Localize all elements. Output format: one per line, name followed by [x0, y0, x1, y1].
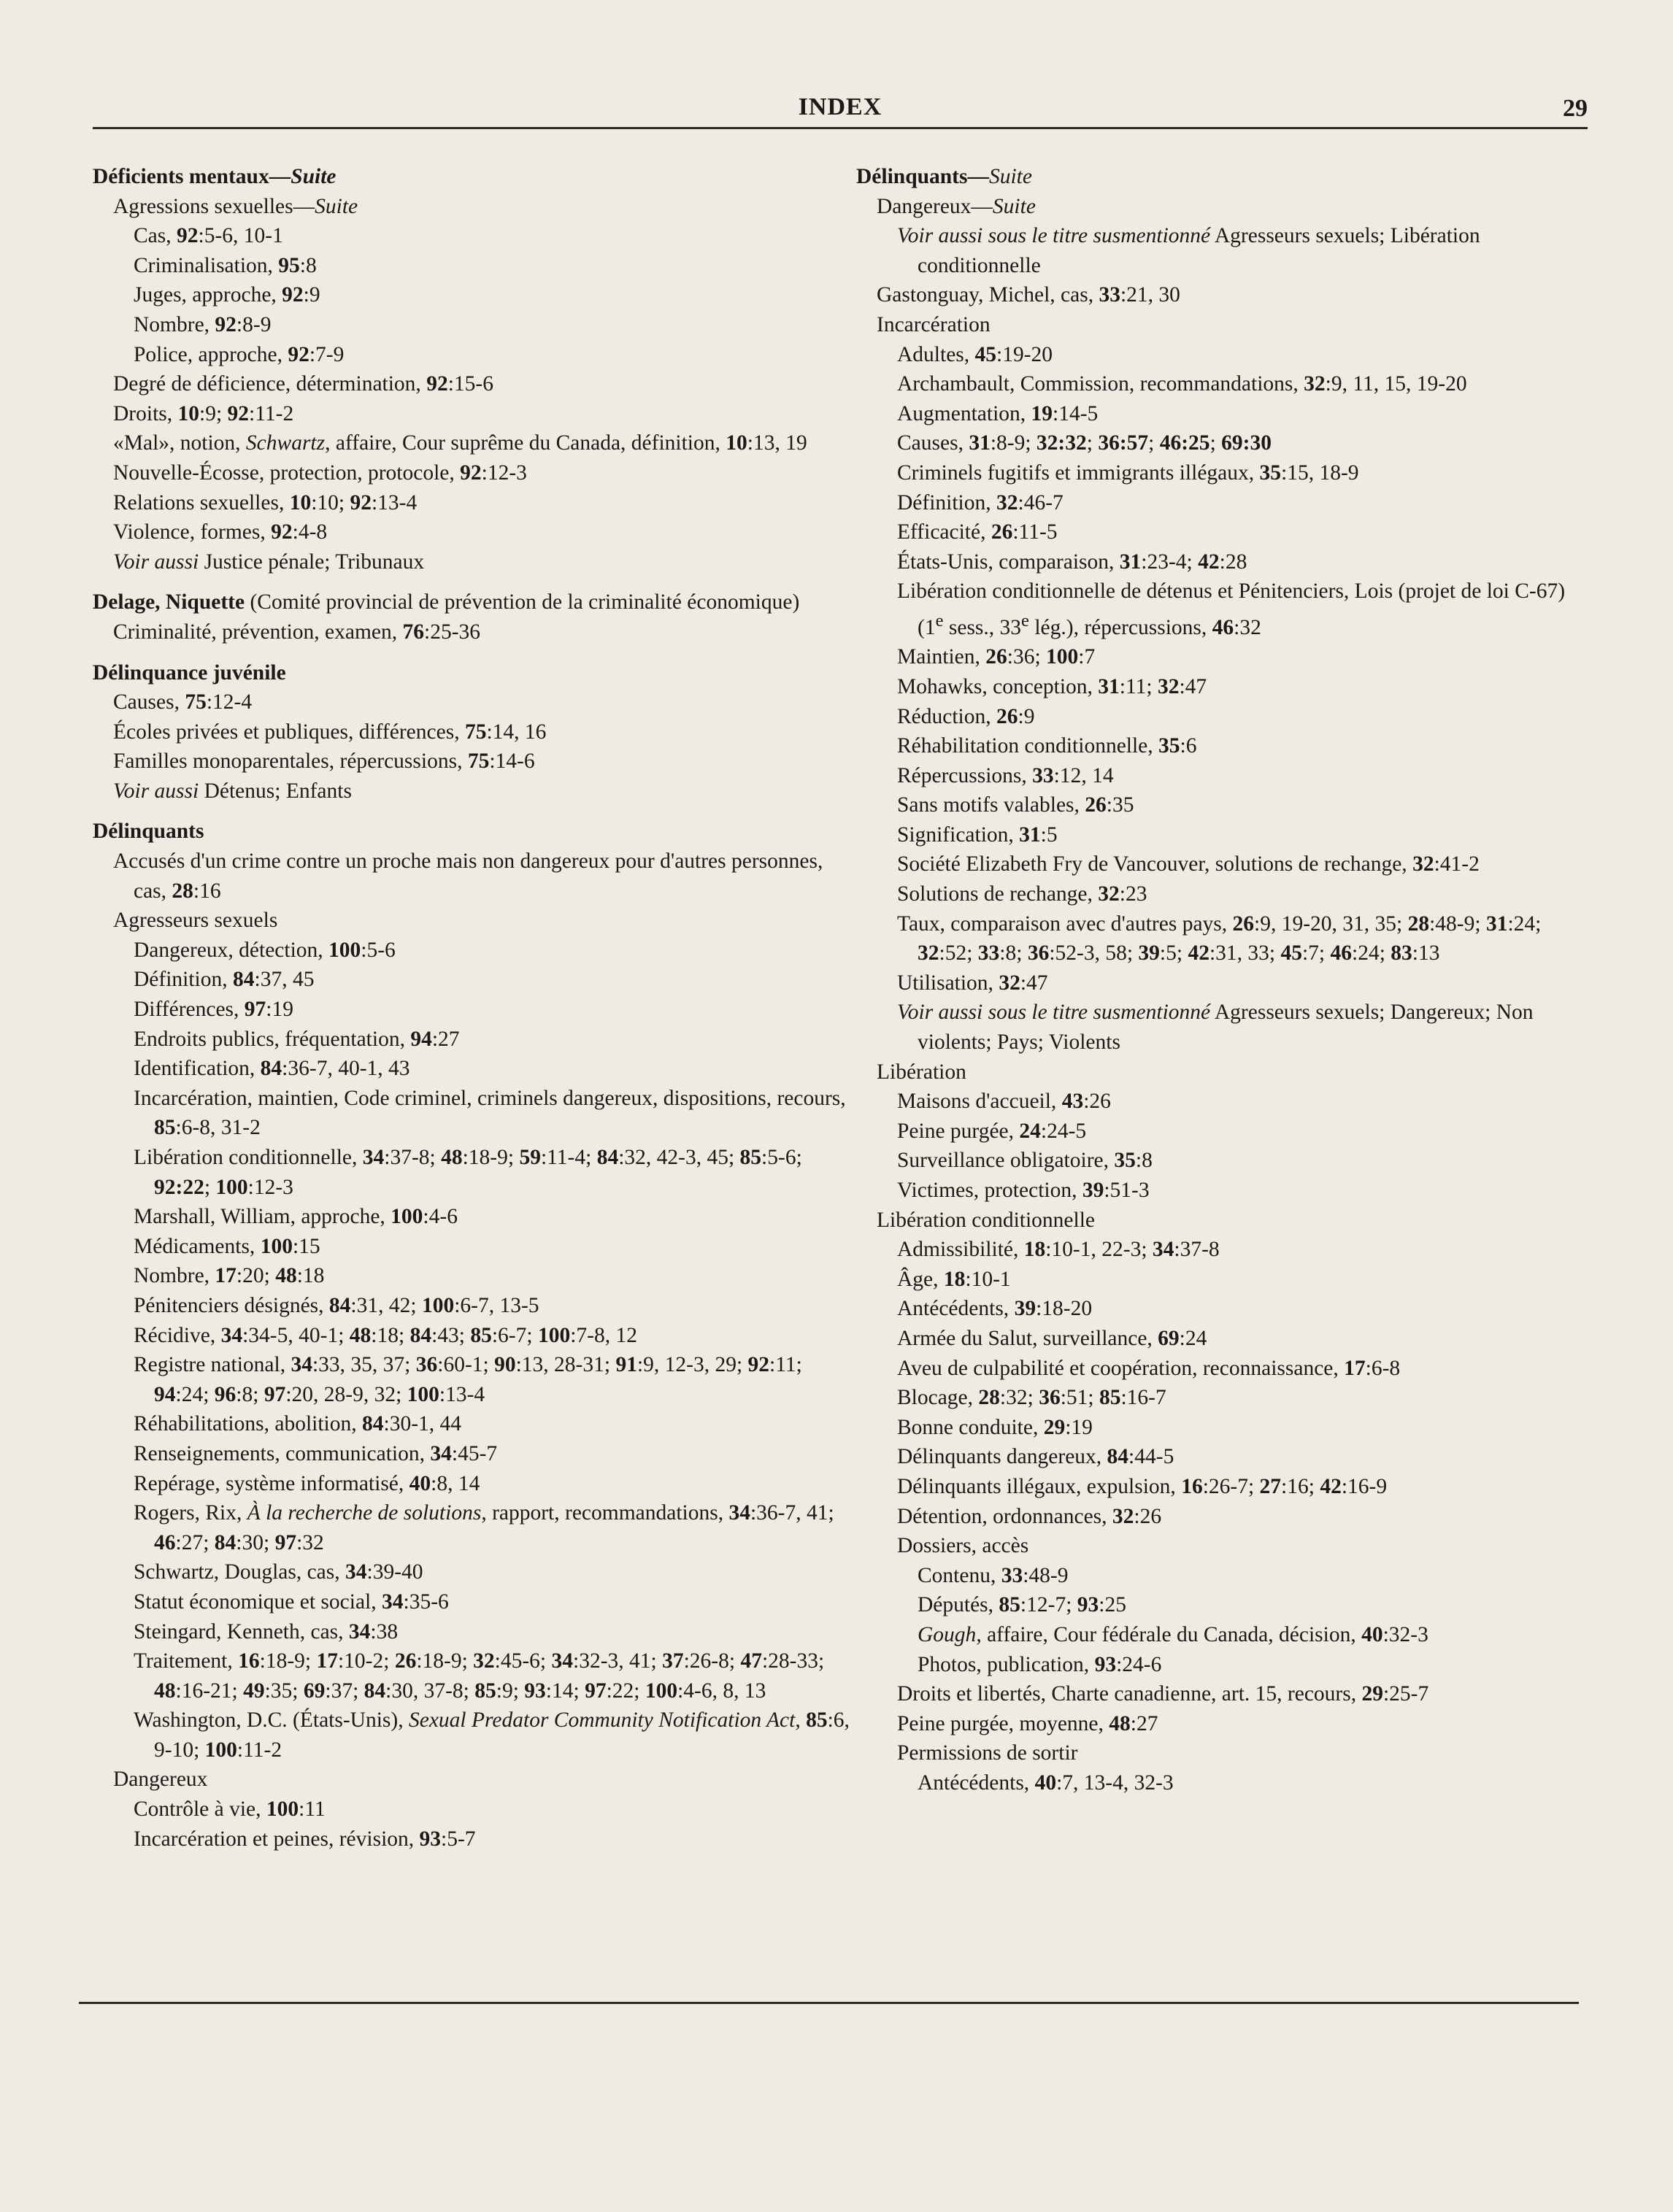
index-entry: Dangereux—Suite [877, 194, 1036, 218]
index-entry: Surveillance obligatoire, 35:8 [897, 1149, 1153, 1173]
index-entry: Voir aussi sous le titre susmentionné Agresseurs sexuels; Libération conditionnelle [897, 224, 1480, 277]
index-entry: Schwartz, Douglas, cas, 34:39-40 [134, 1560, 423, 1584]
index-heading: Délinquance juvénile [93, 660, 286, 685]
index-entry: Réhabilitation conditionnelle, 35:6 [897, 734, 1197, 758]
index-entry: Incarcération, maintien, Code criminel, criminels dangereux, dispositions, recours, 85:6-8, 31-2 [134, 1086, 846, 1140]
index-entry: Définition, 84:37, 45 [134, 968, 315, 992]
index-entry: Droits, 10:9; 92:11-2 [113, 401, 294, 425]
index-entry: Nombre, 92:8-9 [134, 312, 272, 336]
index-heading: Déficients mentaux—Suite [93, 165, 336, 188]
index-entry: Dangereux, détection, 100:5-6 [134, 938, 396, 962]
index-entry: Familles monoparentales, répercussions, 75:14-6 [113, 749, 535, 774]
index-entry: Utilisation, 32:47 [897, 971, 1048, 995]
index-entry: Société Elizabeth Fry de Vancouver, solutions de rechange, 32:41-2 [897, 852, 1480, 876]
index-entry: Bonne conduite, 29:19 [897, 1415, 1093, 1439]
index-heading: Delage, Niquette (Comité provincial de prévention de la criminalité économique) [93, 590, 800, 614]
index-entry: Degré de déficience, détermination, 92:15-6 [113, 372, 493, 396]
index-entry: Juges, approche, 92:9 [134, 283, 320, 307]
index-entry: Mohawks, conception, 31:11; 32:47 [897, 674, 1207, 698]
index-entry: Efficacité, 26:11-5 [897, 520, 1058, 544]
page-title: INDEX [798, 93, 882, 120]
index-entry: Registre national, 34:33, 35, 37; 36:60-1; 90:13, 28-31; 91:9, 12-3, 29; 92:11; 94:24; 96:8; 97:20, 28-9, 32; 100:13-4 [134, 1353, 802, 1406]
index-entry: Causes, 31:8-9; 32:32; 36:57; 46:25; 69:30 [897, 431, 1272, 455]
index-entry: Steingard, Kenneth, cas, 34:38 [134, 1619, 399, 1643]
index-entry: Permissions de sortir [897, 1741, 1078, 1765]
index-entry: Répercussions, 33:12, 14 [897, 763, 1114, 787]
index-entry: Renseignements, communication, 34:45-7 [134, 1441, 498, 1465]
index-entry: Maisons d'accueil, 43:26 [897, 1090, 1111, 1114]
index-entry: Voir aussi Justice pénale; Tribunaux [113, 550, 425, 574]
index-entry: Détention, ordonnances, 32:26 [897, 1504, 1162, 1528]
index-entry: Antécédents, 39:18-20 [897, 1297, 1093, 1321]
footer-rule [79, 2002, 1579, 2004]
index-entry: Libération [877, 1060, 966, 1084]
index-entry: Victimes, protection, 39:51-3 [897, 1179, 1150, 1203]
index-entry: Dossiers, accès [897, 1534, 1029, 1558]
index-entry: Gough, affaire, Cour fédérale du Canada, décision, 40:32-3 [918, 1622, 1428, 1646]
index-entry: Criminels fugitifs et immigrants illégaux, 35:15, 18-9 [897, 460, 1359, 485]
index-entry: Libération conditionnelle, 34:37-8; 48:18-9; 59:11-4; 84:32, 42-3, 45; 85:5-6; 92:22; 100:12-3 [134, 1146, 802, 1199]
index-entry: Causes, 75:12-4 [113, 690, 253, 714]
index-entry: Police, approche, 92:7-9 [134, 342, 345, 366]
index-entry: Droits et libertés, Charte canadienne, art. 15, recours, 29:25-7 [897, 1682, 1429, 1706]
index-entry: Députés, 85:12-7; 93:25 [918, 1593, 1126, 1617]
index-entry: Récidive, 34:34-5, 40-1; 48:18; 84:43; 85:6-7; 100:7-8, 12 [134, 1323, 637, 1347]
index-entry: Archambault, Commission, recommandations, 32:9, 11, 15, 19-20 [897, 372, 1467, 396]
index-entry: Criminalité, prévention, examen, 76:25-36 [113, 620, 481, 644]
header-rule [93, 127, 1588, 129]
index-entry: Aveu de culpabilité et coopération, reconnaissance, 17:6-8 [897, 1356, 1401, 1380]
index-entry: Blocage, 28:32; 36:51; 85:16-7 [897, 1386, 1166, 1410]
index-entry: Armée du Salut, surveillance, 69:24 [897, 1326, 1207, 1350]
index-entry: Gastonguay, Michel, cas, 33:21, 30 [877, 283, 1180, 307]
index-entry: Repérage, système informatisé, 40:8, 14 [134, 1471, 480, 1495]
index-entry: Relations sexuelles, 10:10; 92:13-4 [113, 490, 418, 515]
index-entry: Voir aussi sous le titre susmentionné Agresseurs sexuels; Dangereux; Non violents; Pays; Violents [897, 1001, 1534, 1055]
index-entry: Définition, 32:46-7 [897, 490, 1064, 515]
index-entry: Nombre, 17:20; 48:18 [134, 1264, 325, 1288]
index-entry: Augmentation, 19:14-5 [897, 401, 1099, 425]
index-entry: Âge, 18:10-1 [897, 1267, 1011, 1291]
index-entry: Peine purgée, 24:24-5 [897, 1119, 1087, 1143]
index-entry: Pénitenciers désignés, 84:31, 42; 100:6-7, 13-5 [134, 1293, 539, 1317]
index-heading: Délinquants—Suite [856, 165, 1032, 188]
index-entry: Cas, 92:5-6, 10-1 [134, 224, 283, 248]
index-entry: Libération conditionnelle de détenus et Pénitenciers, Lois (projet de loi C-67) (1e sess., 33e lég.), répercussions, 46:32 [897, 579, 1566, 639]
index-entry: Incarcération et peines, révision, 93:5-7 [134, 1827, 476, 1851]
index-entry: Photos, publication, 93:24-6 [918, 1652, 1162, 1676]
index-entry: Voir aussi Détenus; Enfants [113, 779, 352, 803]
index-entry: Agressions sexuelles—Suite [113, 194, 358, 218]
index-entry: Taux, comparaison avec d'autres pays, 26:9, 19-20, 31, 35; 28:48-9; 31:24; 32:52; 33:8; 36:52-3, 58; 39:5; 42:31, 33; 45:7; 46:24; 83:13 [897, 912, 1542, 966]
index-entry: Sans motifs valables, 26:35 [897, 793, 1134, 817]
index-entry: Rogers, Rix, À la recherche de solutions, rapport, recommandations, 34:36-7, 41; 46:27; 84:30; 97:32 [134, 1501, 834, 1554]
index-entry: Antécédents, 40:7, 13-4, 32-3 [918, 1770, 1174, 1795]
index-entry: Incarcération [877, 312, 991, 336]
index-column-left [93, 162, 852, 1854]
index-entry: Endroits publics, fréquentation, 94:27 [134, 1027, 460, 1051]
index-entry: Signification, 31:5 [897, 822, 1058, 847]
page-number: 29 [1563, 95, 1588, 122]
index-entry: Contrôle à vie, 100:11 [134, 1797, 326, 1822]
index-entry: Accusés d'un crime contre un proche mais non dangereux pour d'autres personnes, cas, 28:16 [113, 849, 823, 903]
index-entry: Médicaments, 100:15 [134, 1234, 320, 1258]
index-entry: Violence, formes, 92:4-8 [113, 520, 328, 544]
index-entry: Contenu, 33:48-9 [918, 1563, 1069, 1587]
index-entry: Réhabilitations, abolition, 84:30-1, 44 [134, 1412, 462, 1436]
index-entry: Différences, 97:19 [134, 998, 293, 1022]
index-entry: Marshall, William, approche, 100:4-6 [134, 1205, 458, 1229]
index-entry: Agresseurs sexuels [113, 909, 278, 933]
index-entry: Écoles privées et publiques, différences, 75:14, 16 [113, 720, 547, 744]
index-entry: Identification, 84:36-7, 40-1, 43 [134, 1057, 410, 1081]
index-entry: États-Unis, comparaison, 31:23-4; 42:28 [897, 550, 1247, 574]
index-entry: Solutions de rechange, 32:23 [897, 882, 1147, 906]
index-entry: Délinquants illégaux, expulsion, 16:26-7; 27:16; 42:16-9 [897, 1474, 1388, 1498]
index-entry: Peine purgée, moyenne, 48:27 [897, 1711, 1158, 1735]
index-entry: «Mal», notion, Schwartz, affaire, Cour suprême du Canada, définition, 10:13, 19 [113, 431, 807, 455]
index-entry: Traitement, 16:18-9; 17:10-2; 26:18-9; 32:45-6; 34:32-3, 41; 37:26-8; 47:28-33; 48:16-21; 49:35; 69:37; 84:30, 37-8; 85:9; 93:14; 97:22; 100:4-6, 8, 13 [134, 1649, 825, 1703]
index-entry: Admissibilité, 18:10-1, 22-3; 34:37-8 [897, 1238, 1220, 1262]
index-entry: Statut économique et social, 34:35-6 [134, 1589, 449, 1614]
index-entry: Libération conditionnelle [877, 1208, 1096, 1232]
index-entry: Criminalisation, 95:8 [134, 253, 317, 277]
index-entry: Nouvelle-Écosse, protection, protocole, 92:12-3 [113, 460, 527, 485]
index-heading: Délinquants [93, 820, 204, 844]
index-entry: Réduction, 26:9 [897, 704, 1035, 728]
page-header [93, 88, 1588, 130]
index-entry: Délinquants dangereux, 84:44-5 [897, 1445, 1174, 1469]
index-entry: Washington, D.C. (États-Unis), Sexual Predator Community Notification Act, 85:6, 9-10; 100:11-2 [134, 1708, 850, 1762]
index-column-right [856, 162, 1586, 1797]
index-entry: Maintien, 26:36; 100:7 [897, 645, 1096, 669]
index-entry: Adultes, 45:19-20 [897, 342, 1053, 366]
index-entry: Dangereux [113, 1768, 208, 1792]
